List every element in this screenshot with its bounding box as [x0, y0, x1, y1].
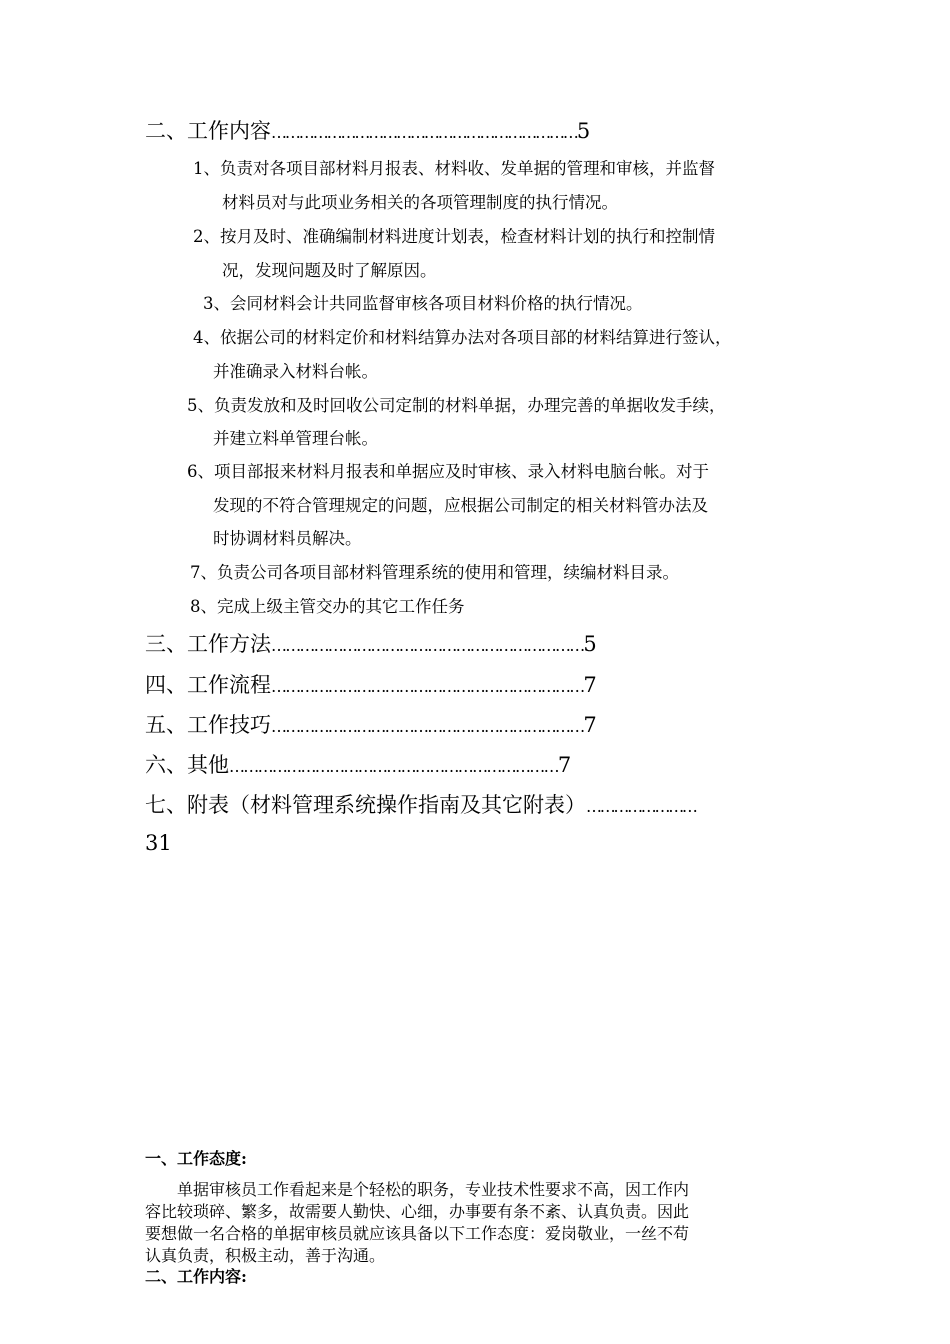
toc-page-number: 31: [145, 831, 172, 855]
toc-item-line: 况，发现问题及时了解原因。: [222, 261, 437, 280]
paragraph-line: 认真负责，积极主动，善于沟通。: [145, 1246, 386, 1265]
toc-entry-title: 五、工作技巧: [145, 713, 271, 737]
toc-page-number: 5: [583, 632, 597, 656]
toc-entry-title: 三、工作方法: [145, 632, 271, 656]
toc-entry-title: 四、工作流程: [145, 673, 271, 697]
toc-entry-work-skills[interactable]: [145, 711, 805, 741]
toc-entry-title: 七、附表（材料管理系统操作指南及其它附表）: [145, 793, 586, 817]
toc-item-line: 7、负责公司各项目部材料管理系统的使用和管理，续编材料目录。: [190, 563, 679, 582]
toc-leader-dots: ……………………………………………………………: [229, 757, 558, 776]
toc-item-line: 并准确录入材料台帐。: [213, 362, 378, 381]
toc-entry-title: 六、其他: [145, 753, 229, 777]
toc-item-line: 2、按月及时、准确编制材料进度计划表，检查材料计划的执行和控制情: [193, 227, 715, 246]
toc-page-number: 7: [583, 713, 597, 737]
toc-item-line: 5、负责发放和及时回收公司定制的材料单据，办理完善的单据收发手续，: [187, 396, 726, 415]
section-heading-work-content: 二、工作内容:: [145, 1267, 247, 1286]
toc-entry-title: 二、工作内容: [145, 119, 271, 143]
paragraph-line: 要想做一名合格的单据审核员就应该具备以下工作态度：爱岗敬业，一丝不苟: [145, 1224, 690, 1243]
toc-leader-dots: …………………………………………………………: [271, 717, 584, 736]
section-heading-work-attitude: 一、工作态度:: [145, 1149, 247, 1168]
toc-item-line: 6、项目部报来材料月报表和单据应及时审核、录入材料电脑台帐。对于: [187, 462, 709, 481]
paragraph-line: 容比较琐碎、繁多，故需要人勤快、心细，办事要有条不紊、认真负责。因此: [145, 1202, 690, 1221]
toc-leader-dots: …………………………………………………………: [271, 123, 577, 142]
toc-entry-work-process[interactable]: [145, 671, 805, 701]
toc-entry-appendix[interactable]: [145, 791, 805, 821]
toc-item-line: 1、负责对各项目部材料月报表、材料收、发单据的管理和审核，并监督: [193, 159, 715, 178]
toc-item-line: 4、依据公司的材料定价和材料结算办法对各项目部的材料结算进行签认，: [193, 328, 732, 347]
toc-leader-dots: …………………………………………………………: [271, 636, 584, 655]
toc-entry-work-method[interactable]: [145, 630, 805, 660]
toc-page-number: 5: [576, 119, 591, 143]
toc-item-line: 时协调材料员解决。: [213, 529, 362, 548]
toc-item-line: 材料员对与此项业务相关的各项管理制度的执行情况。: [222, 193, 618, 212]
paragraph-line: 单据审核员工作看起来是个轻松的职务，专业技术性要求不高，因工作内: [177, 1180, 690, 1199]
toc-entry-other[interactable]: [145, 751, 805, 781]
toc-leader-dots: ……………………: [586, 797, 696, 816]
toc-entry-work-content[interactable]: [145, 117, 785, 147]
toc-item-line: 3、会同材料会计共同监督审核各项目材料价格的执行情况。: [203, 294, 643, 313]
toc-leader-dots: …………………………………………………………: [271, 677, 584, 696]
toc-item-line: 并建立料单管理台帐。: [213, 429, 378, 448]
toc-page-number: 7: [583, 673, 597, 697]
toc-item-line: 发现的不符合管理规定的问题，应根据公司制定的相关材料管办法及: [213, 496, 708, 515]
toc-page-number: 7: [557, 753, 572, 777]
toc-item-line: 8、完成上级主管交办的其它工作任务: [190, 597, 465, 616]
